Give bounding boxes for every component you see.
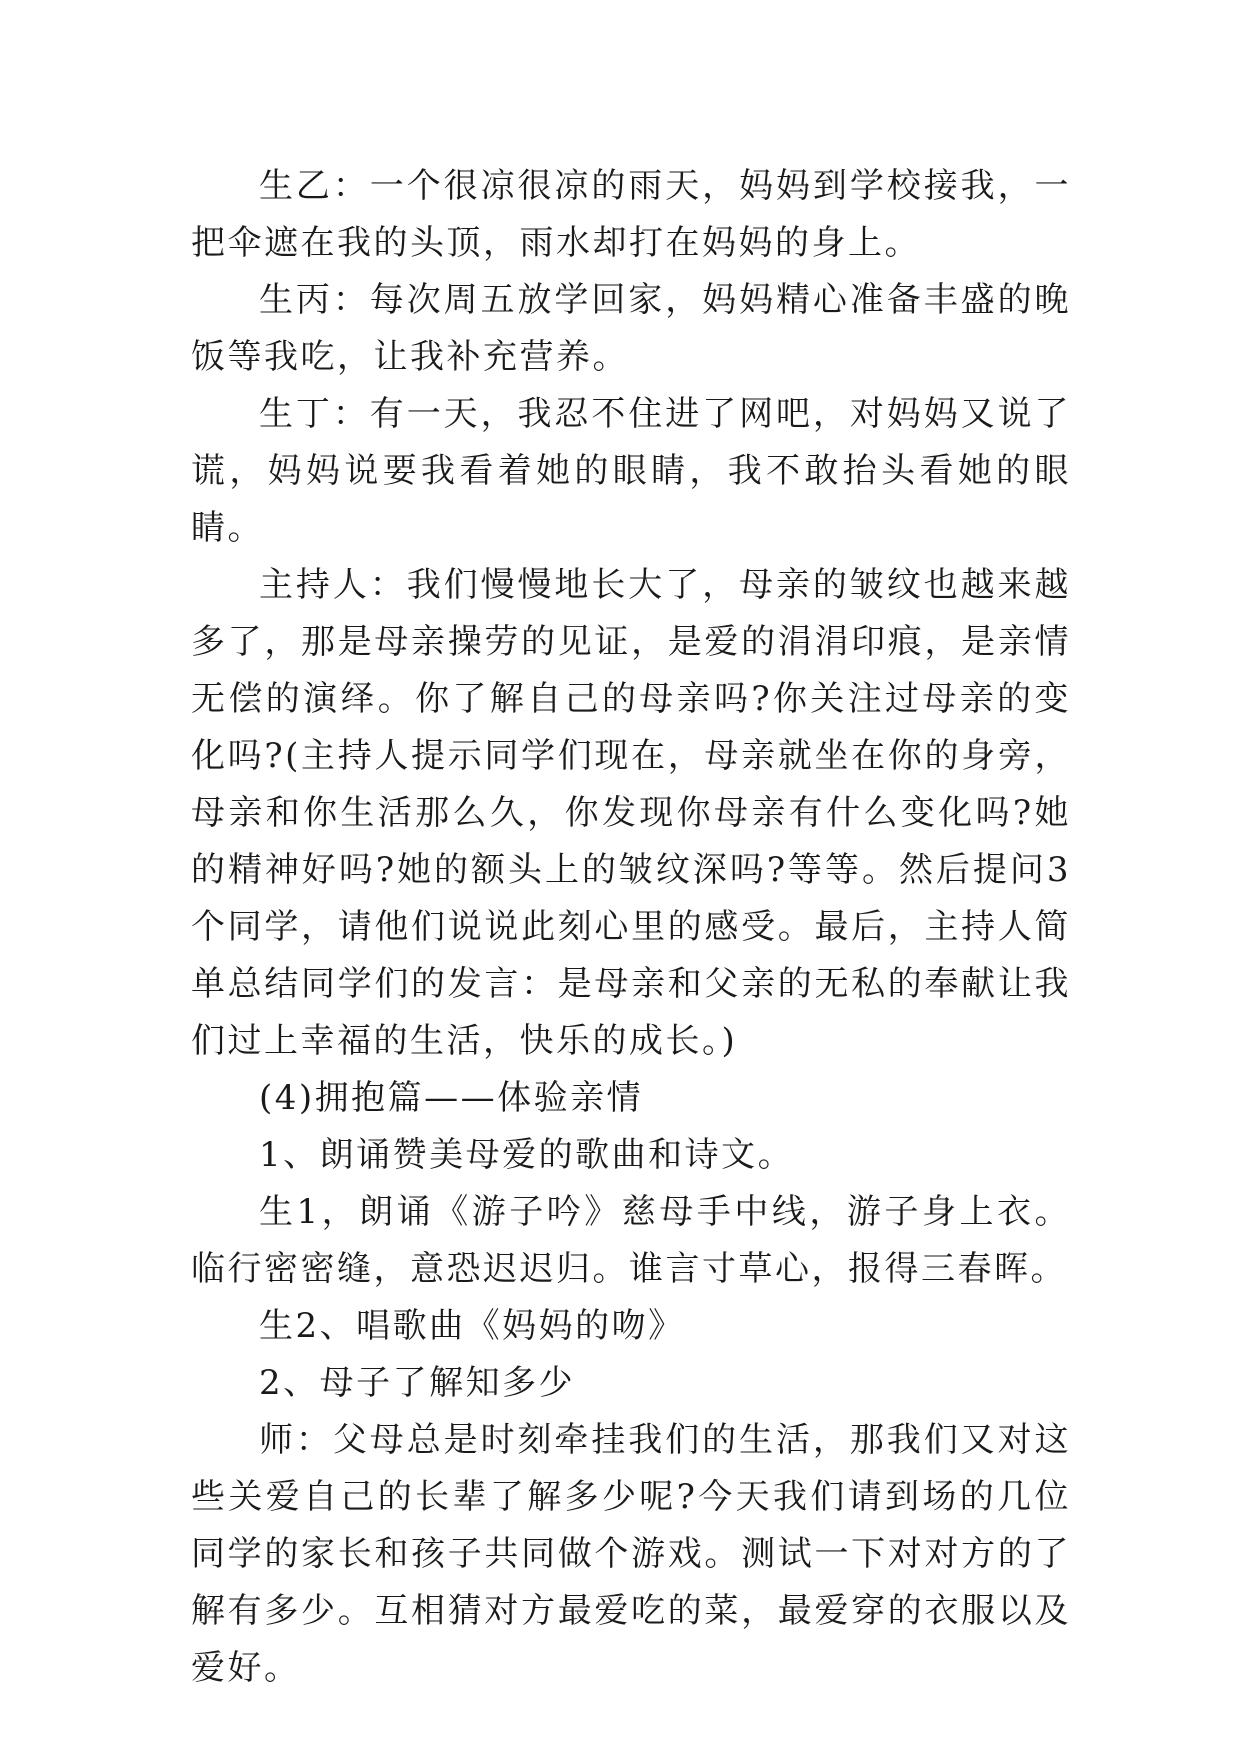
paragraph-student-2: 生2、唱歌曲《妈妈的吻》 — [259, 1306, 685, 1346]
item-mother-child-quiz: 2、母子了解知多少 — [259, 1363, 576, 1403]
paragraph-host: 主持人：我们慢慢地长大了，母亲的皱纹也越来越多了，那是母亲操劳的见证，是爱的涓涓印痕，是亲情无偿的演绎。你了解自己的母亲吗?你关注过母亲的变化吗?(主持人提示同学们现在，母亲就坐在你的身旁，母亲和你生活那么久，你发现你母亲有什么变化吗?她的精神好吗?她的额头上的皱纹深吗?等等。然后提问3个同学，请他们说说此刻心里的感受。最后，主持人简单总结同学们的发言：是母亲和父亲的无私的奉献让我们过上幸福的生活，快乐的成长。) — [191, 565, 1071, 1061]
paragraph-sheng-ding: 生丁：有一天，我忍不住进了网吧，对妈妈又说了谎，妈妈说要我看着她的眼睛，我不敢抬头看她的眼睛。 — [191, 394, 1071, 548]
paragraph-student-1: 生1，朗诵《游子吟》慈母手中线，游子身上衣。临行密密缝，意恐迟迟归。谁言寸草心，报得三春晖。 — [191, 1192, 1071, 1289]
paragraph-sheng-yi: 生乙：一个很凉很凉的雨天，妈妈到学校接我，一把伞遮在我的头顶，雨水却打在妈妈的身上。 — [191, 166, 1071, 263]
paragraph-teacher: 师：父母总是时刻牵挂我们的生活，那我们又对这些关爱自己的长辈了解多少呢?今天我们请到场的几位同学的家长和孩子共同做个游戏。测试一下对对方的了解有多少。互相猜对方最爱吃的菜，最爱穿的衣服以及爱好。 — [191, 1420, 1071, 1688]
paragraph-sheng-bing: 生丙：每次周五放学回家，妈妈精心准备丰盛的晚饭等我吃，让我补充营养。 — [191, 280, 1071, 377]
document-body — [191, 158, 1071, 1697]
item-recitation: 1、朗诵赞美母爱的歌曲和诗文。 — [259, 1135, 795, 1175]
section-heading-embrace: (4)拥抱篇——体验亲情 — [259, 1078, 644, 1118]
